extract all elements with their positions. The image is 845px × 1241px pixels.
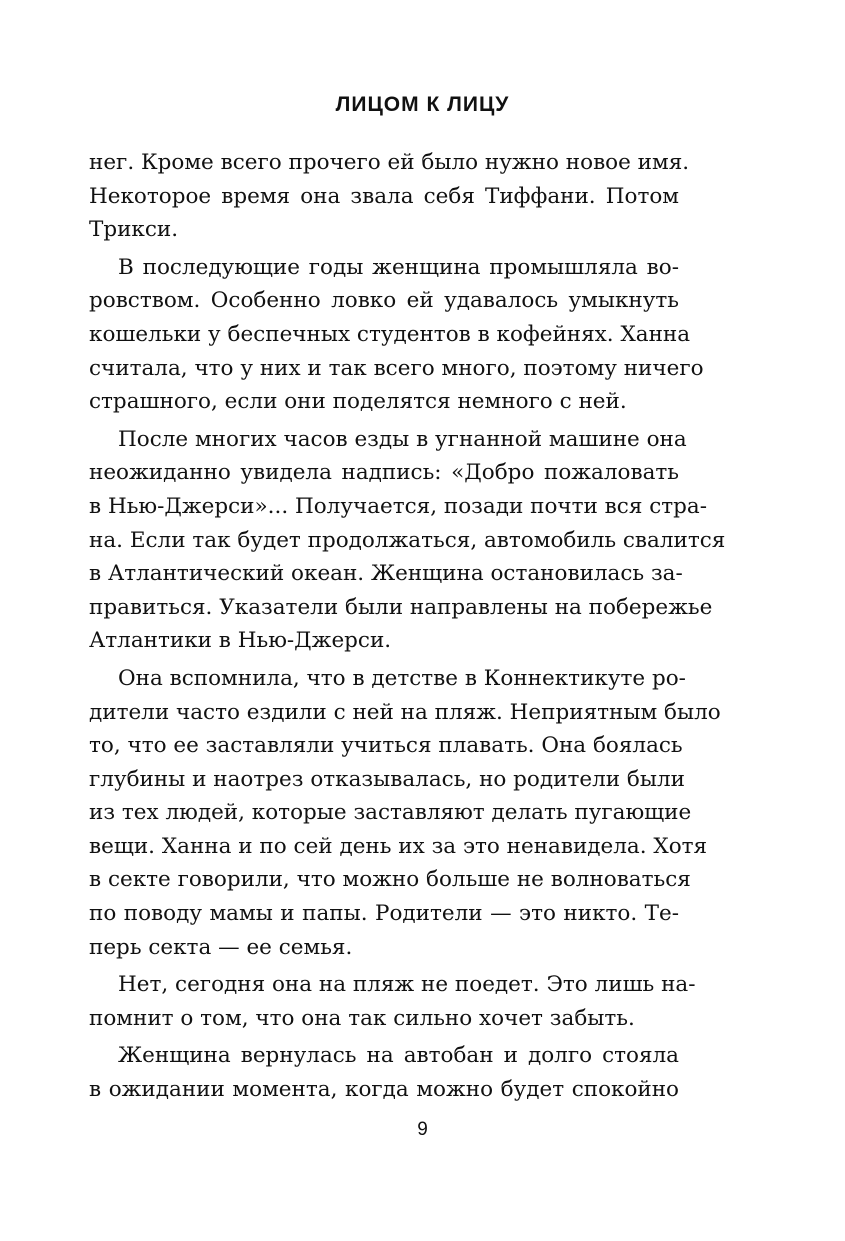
text-line: Атлантики в Нью-Джерси. [89,628,392,654]
text-line: считала, что у них и так всего много, поэтому ничего [89,355,704,381]
text-line: глубины и наотрез отказывалась, но родители были [89,766,685,792]
running-title: ЛИЦОМ К ЛИЦУ [335,93,510,116]
paragraph [89,423,726,658]
text-line: кошельки у беспечных студентов в кофейнях. Ханна [89,321,691,347]
text-line: в ожидании момента, когда можно будет спокойно [89,1077,679,1103]
paragraph [89,968,696,1035]
text-line: по поводу мамы и папы. Родители — это никто. Те- [89,901,679,927]
text-line: Женщина вернулась на автобан и долго стояла [118,1043,679,1069]
text-line: в Нью-Джерси»... Получается, позади почти вся стра- [89,493,707,519]
text-line: нег. Кроме всего прочего ей было нужно новое имя. [89,150,690,175]
text-line: вещи. Ханна и по сей день их за это ненавидела. Хотя [89,833,708,859]
text-line: на. Если так будет продолжаться, автомобиль свалится [89,527,726,553]
body-text [89,146,726,1111]
text-line: из тех людей, которые заставляют делать пугающие [89,800,692,826]
text-line: страшного, если они поделятся немного с ней. [89,389,627,415]
paragraph [89,1039,679,1106]
text-line: помнит о том, что она так сильно хочет забыть. [89,1005,635,1031]
text-line: перь секта — ее семья. [89,934,353,960]
text-line: Некоторое время она звала себя Тиффани. Потом [89,183,679,209]
paragraph [89,146,690,247]
text-line: дители часто ездили с ней на пляж. Неприятным было [89,699,721,725]
text-line: в Атлантический океан. Женщина остановилась за- [89,561,683,587]
text-line: Она вспомнила, что в детстве в Коннектикуте ро- [118,665,686,691]
text-line: После многих часов езды в угнанной машине она [118,426,687,452]
text-line: ровством. Особенно ловко ей удавалось умыкнуть [89,288,679,314]
text-line: в секте говорили, что можно больше не волноваться [89,867,691,893]
text-line: правиться. Указатели были направлены на побережье [89,594,713,620]
text-line: Нет, сегодня она на пляж не поедет. Это лишь на- [118,972,696,998]
text-line: неожиданно увидела надпись: «Добро пожаловать [89,460,679,486]
text-line: то, что ее заставляли учиться плавать. Она боялась [89,733,683,759]
text-line: Трикси. [89,217,179,243]
page-number: 9 [417,1119,428,1140]
paragraph [89,662,721,964]
text-line: В последующие годы женщина промышляла во- [118,254,679,280]
paragraph [89,251,704,419]
